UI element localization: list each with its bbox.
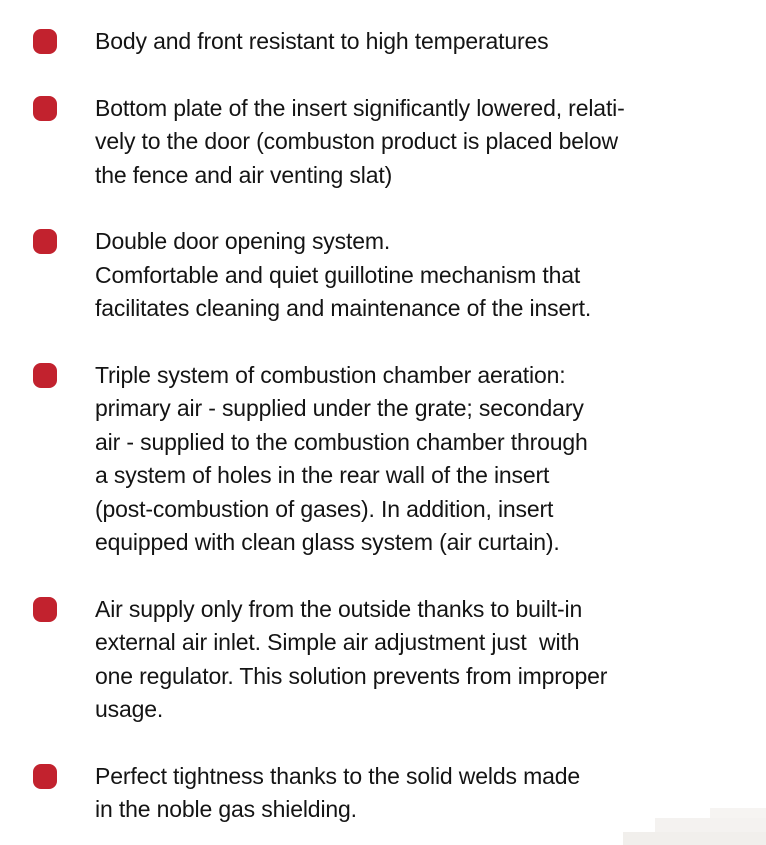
feature-text: [95, 92, 625, 193]
feature-line: Double door opening system.: [95, 228, 391, 254]
bullet-icon: [33, 363, 57, 388]
feature-line: (post-combustion of gases). In addition, insert: [95, 495, 554, 522]
feature-text: [95, 25, 549, 59]
feature-line: facilitates cleaning and maintenance of the insert.: [95, 295, 592, 321]
feature-item: [33, 593, 766, 727]
feature-item: [33, 92, 766, 193]
feature-text: [95, 760, 580, 827]
bullet-icon: [33, 96, 57, 121]
feature-line: Air supply only from the outside thanks to built-in: [95, 595, 583, 622]
bullet-icon: [33, 229, 57, 254]
feature-line: vely to the door (combuston product is placed below: [95, 128, 618, 154]
feature-line: Comfortable and quiet guillotine mechanism that: [95, 261, 581, 288]
feature-line: primary air - supplied under the grate; secondary: [95, 395, 584, 421]
feature-item: [33, 225, 766, 326]
bullet-icon: [33, 29, 57, 54]
feature-item: [33, 25, 766, 59]
feature-line: in the noble gas shielding.: [95, 796, 357, 822]
bullet-icon: [33, 597, 57, 622]
feature-line: usage.: [95, 696, 164, 722]
feature-line: one regulator. This solution prevents from improper: [95, 662, 608, 689]
feature-line: Bottom plate of the insert significantly lowered, relati-: [95, 94, 625, 121]
feature-line: Perfect tightness thanks to the solid welds made: [95, 762, 581, 789]
feature-line: a system of holes in the rear wall of the insert: [95, 462, 550, 488]
bullet-icon: [33, 764, 57, 789]
feature-line: air - supplied to the combustion chamber through: [95, 428, 588, 455]
feature-text: [95, 593, 607, 727]
feature-line: Triple system of combustion chamber aeration:: [95, 361, 566, 388]
feature-line: Body and front resistant to high temperatures: [95, 28, 549, 54]
scan-artifact-step: [623, 832, 766, 845]
feature-line: the fence and air venting slat): [95, 161, 393, 188]
feature-item: [33, 760, 766, 827]
feature-text: [95, 359, 588, 560]
feature-line: equipped with clean glass system (air curtain).: [95, 529, 560, 555]
feature-text: [95, 225, 591, 326]
feature-item: [33, 359, 766, 560]
feature-line: external air inlet. Simple air adjustment just with: [95, 629, 580, 655]
